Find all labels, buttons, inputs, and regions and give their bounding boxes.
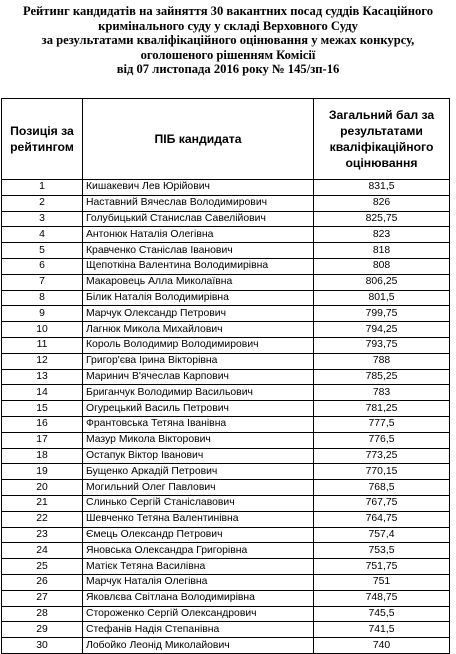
table-row [2, 337, 450, 353]
candidate-name-cell: Макаровець Алла Миколаївна [83, 274, 314, 290]
position-cell: 13 [2, 369, 83, 385]
position-cell: 8 [2, 290, 83, 306]
position-cell: 21 [2, 495, 83, 511]
position-cell: 23 [2, 527, 83, 543]
table-row [2, 464, 450, 480]
table-row [2, 559, 450, 575]
score-cell: 777,5 [314, 416, 450, 432]
position-cell: 25 [2, 559, 83, 575]
position-cell: 16 [2, 416, 83, 432]
score-cell: 741,5 [314, 622, 450, 638]
position-cell: 7 [2, 274, 83, 290]
score-cell: 825,75 [314, 211, 450, 227]
candidate-name-cell: Кравченко Станіслав Іванович [83, 243, 314, 259]
position-cell: 9 [2, 306, 83, 322]
header-position: Позиція за рейтингом [2, 99, 83, 180]
table-row [2, 258, 450, 274]
position-cell: 6 [2, 258, 83, 274]
score-cell: 768,5 [314, 480, 450, 496]
position-cell: 26 [2, 574, 83, 590]
candidate-name-cell: Білик Наталія Володимирівна [83, 290, 314, 306]
candidate-name-cell: Франтовська Тетяна Іванівна [83, 416, 314, 432]
candidate-name-cell: Бущенко Аркадій Петрович [83, 464, 314, 480]
table-row [2, 322, 450, 338]
table-row [2, 290, 450, 306]
table-row [2, 416, 450, 432]
candidate-name-cell: Мазур Микола Вікторович [83, 432, 314, 448]
position-cell: 20 [2, 480, 83, 496]
position-cell: 30 [2, 638, 83, 654]
position-cell: 24 [2, 543, 83, 559]
table-row [2, 180, 450, 196]
score-cell: 776,5 [314, 432, 450, 448]
table-row [2, 638, 450, 654]
header-score: Загальний бал за результатами кваліфікаційного оцінювання [314, 99, 450, 180]
title-line: Рейтинг кандидатів на зайняття 30 вакантних посад суддів Касаційного [22, 4, 434, 18]
candidate-name-cell: Шевченко Тетяна Валентинівна [83, 511, 314, 527]
candidate-name-cell: Голубицький Станислав Савелійович [83, 211, 314, 227]
candidate-name-cell: Стефанів Надія Степанівна [83, 622, 314, 638]
header-name: ПІБ кандидата [83, 99, 314, 180]
table-row [2, 369, 450, 385]
table-row [2, 401, 450, 417]
score-cell: 748,75 [314, 590, 450, 606]
candidate-name-cell: Марчук Олександр Петрович [83, 306, 314, 322]
table-row [2, 243, 450, 259]
document-title [6, 4, 450, 77]
candidate-name-cell: Остапук Віктор Іванович [83, 448, 314, 464]
position-cell: 29 [2, 622, 83, 638]
table-row [2, 527, 450, 543]
title-line: за результатами кваліфікаційного оцінювання у межах конкурсу, [41, 33, 415, 48]
position-cell: 19 [2, 464, 83, 480]
table-row [2, 227, 450, 243]
score-cell: 757,4 [314, 527, 450, 543]
table-row [2, 480, 450, 496]
score-cell: 801,5 [314, 290, 450, 306]
score-cell: 751 [314, 574, 450, 590]
score-cell: 785,25 [314, 369, 450, 385]
table-row [2, 495, 450, 511]
rating-table [1, 98, 450, 654]
score-cell: 783 [314, 385, 450, 401]
score-cell: 764,75 [314, 511, 450, 527]
table-row [2, 622, 450, 638]
table-row [2, 543, 450, 559]
candidate-name-cell: Щепоткіна Валентина Володимирівна [83, 258, 314, 274]
score-cell: 806,25 [314, 274, 450, 290]
title-line: кримінального суду у складі Верховного Суду [98, 18, 358, 33]
candidate-name-cell: Лагнюк Микола Михайлович [83, 322, 314, 338]
candidate-name-cell: Марчук Наталія Олегівна [83, 574, 314, 590]
position-cell: 14 [2, 385, 83, 401]
table-row [2, 353, 450, 369]
title-line: від 07 листопада 2016 року № 145/зп-16 [116, 62, 340, 77]
score-cell: 799,75 [314, 306, 450, 322]
table-row [2, 590, 450, 606]
score-cell: 751,75 [314, 559, 450, 575]
position-cell: 17 [2, 432, 83, 448]
candidate-name-cell: Антонюк Наталія Олегівна [83, 227, 314, 243]
candidate-name-cell: Наставний Вячеслав Володимирович [83, 195, 314, 211]
score-cell: 781,25 [314, 401, 450, 417]
title-line: оголошеного рішенням Комісії [140, 47, 316, 62]
table-row [2, 195, 450, 211]
position-cell: 2 [2, 195, 83, 211]
candidate-name-cell: Стороженко Сергій Олександрович [83, 606, 314, 622]
position-cell: 5 [2, 243, 83, 259]
score-cell: 826 [314, 195, 450, 211]
position-cell: 22 [2, 511, 83, 527]
table-row [2, 606, 450, 622]
candidate-name-cell: Кишакевич Лев Юрійович [83, 180, 314, 196]
position-cell: 12 [2, 353, 83, 369]
score-cell: 767,75 [314, 495, 450, 511]
table-row [2, 448, 450, 464]
candidate-name-cell: Яковлєва Світлана Володимирівна [83, 590, 314, 606]
score-cell: 823 [314, 227, 450, 243]
score-cell: 753,5 [314, 543, 450, 559]
candidate-name-cell: Маринич В'ячеслав Карпович [83, 369, 314, 385]
table-row [2, 574, 450, 590]
score-cell: 745,5 [314, 606, 450, 622]
table-row [2, 511, 450, 527]
position-cell: 1 [2, 180, 83, 196]
candidate-name-cell: Слинько Сергій Станіславович [83, 495, 314, 511]
position-cell: 28 [2, 606, 83, 622]
score-cell: 818 [314, 243, 450, 259]
table-row [2, 432, 450, 448]
table-row [2, 385, 450, 401]
position-cell: 3 [2, 211, 83, 227]
position-cell: 4 [2, 227, 83, 243]
position-cell: 11 [2, 337, 83, 353]
score-cell: 794,25 [314, 322, 450, 338]
score-cell: 831,5 [314, 180, 450, 196]
position-cell: 15 [2, 401, 83, 417]
table-row [2, 211, 450, 227]
candidate-name-cell: Король Володимир Володимирович [83, 337, 314, 353]
score-cell: 770,15 [314, 464, 450, 480]
candidate-name-cell: Лобойко Леонід Миколайович [83, 638, 314, 654]
score-cell: 808 [314, 258, 450, 274]
candidate-name-cell: Яновська Олександра Григорівна [83, 543, 314, 559]
score-cell: 740 [314, 638, 450, 654]
candidate-name-cell: Григор'єва Ірина Вікторівна [83, 353, 314, 369]
table-row [2, 274, 450, 290]
table-header-row [2, 99, 450, 180]
candidate-name-cell: Ємець Олександр Петрович [83, 527, 314, 543]
table-body [2, 180, 450, 654]
candidate-name-cell: Огурецький Василь Петрович [83, 401, 314, 417]
position-cell: 10 [2, 322, 83, 338]
score-cell: 788 [314, 353, 450, 369]
score-cell: 793,75 [314, 337, 450, 353]
score-cell: 773,25 [314, 448, 450, 464]
candidate-name-cell: Бриганчук Володимир Васильович [83, 385, 314, 401]
candidate-name-cell: Могильний Олег Павлович [83, 480, 314, 496]
position-cell: 27 [2, 590, 83, 606]
candidate-name-cell: Матієк Тетяна Василівна [83, 559, 314, 575]
table-row [2, 306, 450, 322]
position-cell: 18 [2, 448, 83, 464]
